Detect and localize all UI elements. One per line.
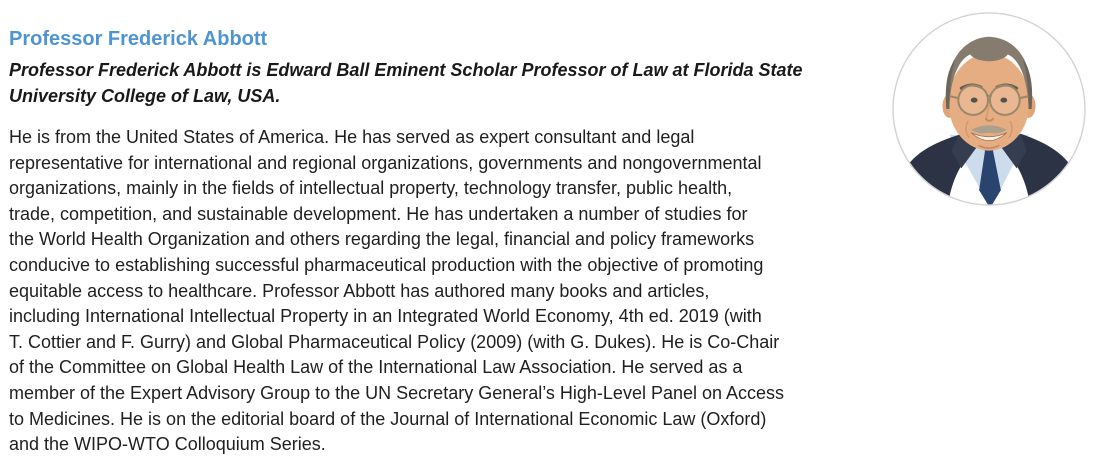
bio-line: the World Health Organization and others regarding the legal, financial and policy frameworks xyxy=(9,229,755,250)
bio-text-column xyxy=(9,26,894,458)
bio-line: T. Cottier and F. Gurry) and Global Pharmaceutical Policy (2009) (with G. Dukes). He is Co-Chair xyxy=(9,331,780,352)
bio-line: trade, competition, and sustainable development. He has undertaken a number of studies for xyxy=(9,203,748,224)
portrait-photo-svg xyxy=(890,10,1088,208)
bio-line: representative for international and regional organizations, governments and nongovernmental xyxy=(9,152,762,173)
bio-line: and the WIPO-WTO Colloquium Series. xyxy=(9,434,326,455)
profile-title-line: University College of Law, USA. xyxy=(9,85,281,106)
profile-photo xyxy=(890,10,1088,208)
bio-line: to Medicines. He is on the editorial board of the Journal of International Economic Law (Oxford) xyxy=(9,408,767,429)
bio-line: organizations, mainly in the fields of intellectual property, technology transfer, public health, xyxy=(9,178,733,199)
bio-line: of the Committee on Global Health Law of the International Law Association. He served as a xyxy=(9,357,743,378)
bio-line: including International Intellectual Property in an Integrated World Economy, 4th ed. 2019 (with xyxy=(9,306,762,327)
profile-title xyxy=(9,58,894,109)
bio-line: equitable access to healthcare. Professor Abbott has authored many books and articles, xyxy=(9,280,710,301)
bio-line: conducive to establishing successful pharmaceutical production with the objective of promoting xyxy=(9,254,764,275)
profile-name-heading: Professor Frederick Abbott xyxy=(9,28,268,50)
bio-paragraph xyxy=(9,125,894,458)
bio-line: He is from the United States of America. He has served as expert consultant and legal xyxy=(9,127,695,147)
profile-title-line: Professor Frederick Abbott is Edward Ball Eminent Scholar Professor of Law at Florida State xyxy=(9,60,803,80)
bio-line: member of the Expert Advisory Group to the UN Secretary General’s High-Level Panel on Access xyxy=(9,382,785,403)
